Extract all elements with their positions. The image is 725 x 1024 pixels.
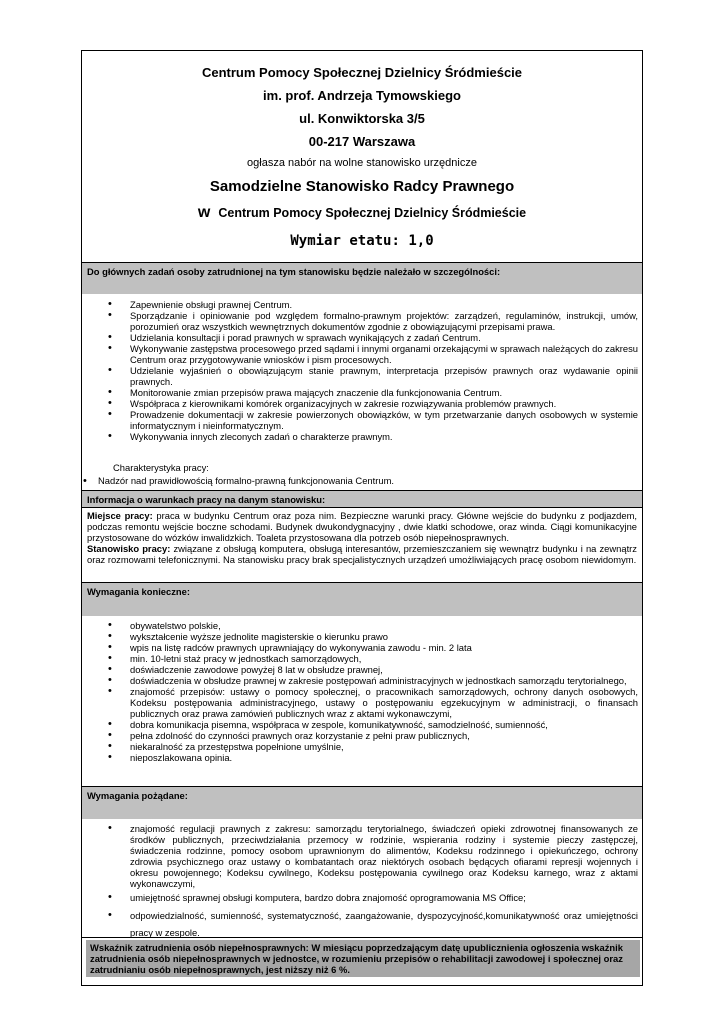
place-text: praca w budynku Centrum oraz poza nim. Bezpieczne warunki pracy. Główne wejście do budynku z podjazdem, podczas remontu wejście boczne schodami. Budynek dwukondygnacyjny , dwie klatki schodowe, oraz winda. Ciągi komunikacyjne przystosowane do wózków inwalidzkich. Toaleta przystosowana dla potrzeb osób niepełnosprawnych. bbox=[87, 510, 637, 543]
position-title: Samodzielne Stanowisko Radcy Prawnego bbox=[209, 178, 515, 195]
patron: im. prof. Andrzeja Tymowskiego bbox=[263, 88, 461, 103]
desired-list bbox=[82, 823, 638, 941]
conditions-body bbox=[82, 507, 642, 567]
desired-heading: Wymagania pożądane: bbox=[82, 786, 642, 819]
list-item: • nieposzlakowana opinia. bbox=[82, 752, 638, 763]
org-name: Centrum Pomocy Społecznej Dzielnicy Śródmieście bbox=[201, 65, 523, 80]
list-item: • Współpraca z kierownikami komórek organizacyjnych w zakresie rozwiązywania problemów prawnych. bbox=[82, 398, 638, 409]
list-item: • Udzielania konsultacji i porad prawnych w sprawach wynikających z zadań Centrum. bbox=[82, 332, 638, 343]
list-item: • umiejętność sprawnej obsługi komputera, bardzo dobra znajomość oprogramowania MS Office; bbox=[82, 892, 638, 903]
list-item: • Sporządzanie i opiniowanie pod względem formalno-prawnym projektów: zarządzeń, regulaminów, instrukcji, umów, porozumień oraz wszystkich wewnętrznych dokumentów zgodnie z obowiązującymi przepisami prawa. bbox=[82, 310, 638, 332]
in-word: w bbox=[197, 204, 211, 221]
list-item: • znajomość przepisów: ustawy o pomocy społecznej, o pracownikach samorządowych, ochrony danych osobowych, Kodeksu postępowania administracyjnego, ustawy o postępowaniu egzekucyjnym w administracji, o finansach publicznych oraz prawa zamówień publicznych wraz z aktami wykonawczymi, bbox=[82, 686, 638, 719]
list-item: • doświadczenie zawodowe powyżej 8 lat w obsłudze prawnej, bbox=[82, 664, 638, 675]
list-item: • Udzielanie wyjaśnień o obowiązującym stanie prawnym, interpretacja przepisów prawnych oraz wydawanie opinii prawnych. bbox=[82, 365, 638, 387]
list-item: • pełna zdolność do czynności prawnych oraz korzystanie z pełni praw publicznych, bbox=[82, 730, 638, 741]
station-text: związane z obsługą komputera, obsługą interesantów, przemieszczaniem się wewnątrz budynku i na zewnątrz oraz rozmowami telefonicznymi. Na stanowisku pracy brak specjalistycznych urządzeń umożliwiających pracę osobom niewidomym. bbox=[87, 543, 637, 565]
list-item: • niekaralność za przestępstwa popełnione umyślnie, bbox=[82, 741, 638, 752]
document-frame bbox=[81, 50, 643, 986]
announcement: ogłasza nabór na wolne stanowisko urzędnicze bbox=[247, 157, 477, 169]
in-org-line bbox=[82, 204, 642, 222]
employment-indicator: Wskaźnik zatrudnienia osób niepełnosprawnych: W miesiącu poprzedzającym datę upublicznienia ogłoszenia wskaźnik zatrudnienia osób niepełnosprawnych w jednostce, w rozumieniu przepisów o rehabilitacji zawodowej i społecznej oraz zatrudnianiu osób niepełnosprawnych, jest niższy niż 6 %. bbox=[86, 940, 640, 977]
city: 00-217 Warszawa bbox=[308, 134, 416, 149]
list-item: • odpowiedzialność, sumienność, systematyczność, zaangażowanie, dyspozycyjność,komunikatywność oraz umiejętności pracy w zespole. bbox=[82, 907, 638, 941]
list-item: • wykształcenie wyższe jednolite magisterskie o kierunku prawo bbox=[82, 631, 638, 642]
list-item: • doświadczenia w obsłudze prawnej w zakresie postępowań administracyjnych w jednostkach samorządu terytorialnego, bbox=[82, 675, 638, 686]
list-item: • Wykonywanie zastępstwa procesowego przed sądami i innymi organami orzekającymi w sprawach należących do zakresu Centrum oraz przygotowywanie wniosków i pism procesowych. bbox=[82, 343, 638, 365]
divider bbox=[82, 937, 642, 938]
list-item: • min. 10-letni staż pracy w jednostkach samorządowych, bbox=[82, 653, 638, 664]
required-heading: Wymagania konieczne: bbox=[82, 582, 642, 616]
list-item: • obywatelstwo polskie, bbox=[82, 620, 638, 631]
in-org: Centrum Pomocy Społecznej Dzielnicy Śródmieście bbox=[218, 206, 527, 220]
list-item: • Zapewnienie obsługi prawnej Centrum. bbox=[82, 299, 638, 310]
duties-list bbox=[82, 299, 638, 442]
list-item: • Wykonywania innych zleconych zadań o charakterze prawnym. bbox=[82, 431, 638, 442]
characteristics-item: • Nadzór nad prawidłowością formalno-prawną funkcjonowania Centrum. bbox=[83, 475, 394, 487]
characteristics-title: Charakterystyka pracy: bbox=[113, 462, 209, 473]
station-label: Stanowisko pracy: bbox=[87, 543, 171, 554]
list-item: • Prowadzenie dokumentacji w zakresie powierzonych obowiązków, w tym przetwarzanie danych osobowych w systemie informatycznym i nieinformatycznym. bbox=[82, 409, 638, 431]
conditions-heading: Informacja o warunkach pracy na danym stanowisku: bbox=[82, 490, 642, 507]
fte: Wymiar etatu: 1,0 bbox=[290, 233, 434, 249]
place-label: Miejsce pracy: bbox=[87, 510, 153, 521]
street: ul. Konwiktorska 3/5 bbox=[299, 111, 425, 126]
list-item: • Monitorowanie zmian przepisów prawa mających znaczenie dla funkcjonowania Centrum. bbox=[82, 387, 638, 398]
list-item: • wpis na listę radców prawnych uprawniający do wykonywania zawodu - min. 2 lata bbox=[82, 642, 638, 653]
duties-heading: Do głównych zadań osoby zatrudnionej na tym stanowisku będzie należało w szczególności: bbox=[82, 262, 642, 294]
required-list bbox=[82, 620, 638, 763]
list-item: • znajomość regulacji prawnych z zakresu: samorządu terytorialnego, świadczeń opieki zdrowotnej finansowanych ze środków publicznych, przeciwdziałania przemocy w rodzinie, wspierania rodziny i systemie pieczy zastępczej, świadczenia rodzinne, pomocy osobom uprawnionym do alimentów, Kodeksu rodzinnego i opiekuńczego, ochrony zdrowia psychicznego oraz ustawy o kombatantach oraz niektórych osobach będących ofiarami represji wojennych i okresu powojennego; Kodeksu cywilnego, Kodeksu postępowania cywilnego oraz Kodeksu karnego, wraz z aktami wykonawczymi, bbox=[82, 823, 638, 889]
list-item: • dobra komunikacja pisemna, współpraca w zespole, komunikatywność, samodzielność, sumienność, bbox=[82, 719, 638, 730]
